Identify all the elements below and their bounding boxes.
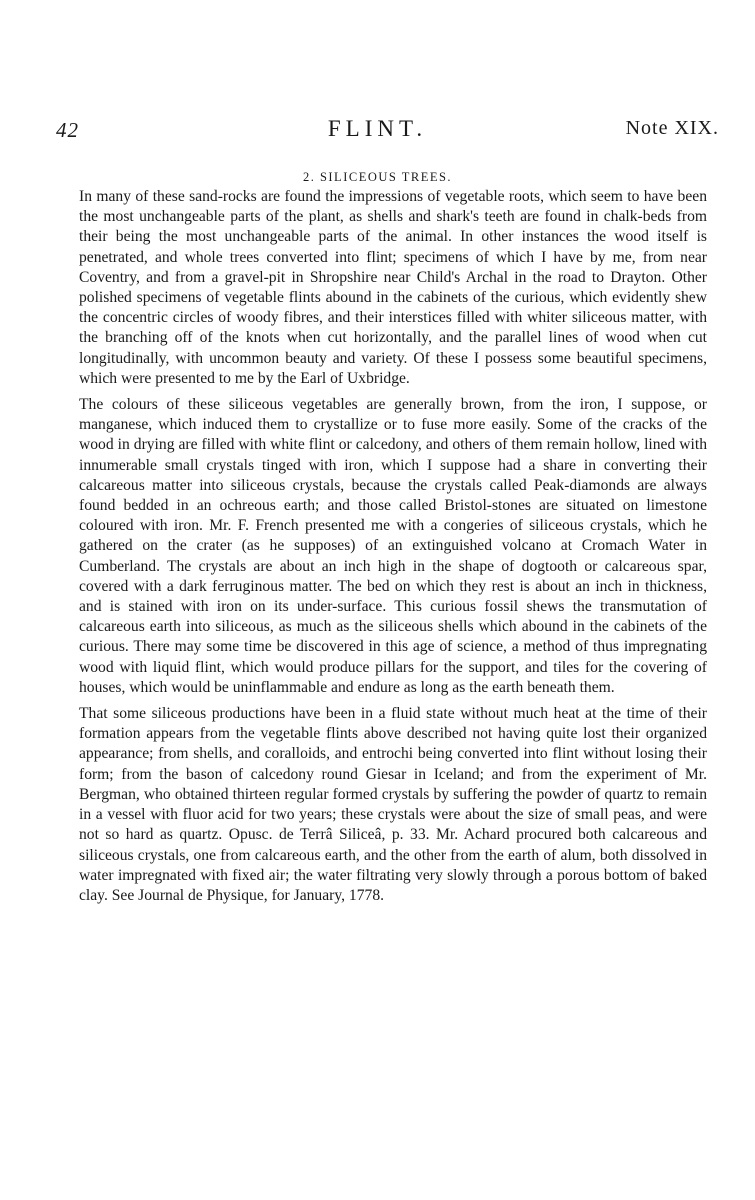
page-number: 42 [56, 118, 79, 142]
paragraph: In many of these sand-rocks are found the impressions of vegetable roots, which seem to have been the most unchangeable parts of the plant, as shells and shark's teeth are found in chalk-beds from their being the most unchangeable parts of the animal. In other instances the wood itself is penetrated, and whole trees converted into flint; specimens of which I have by me, from near Coventry, and from a gravel-pit in Shropshire near Child's Archal in the road to Drayton. Other polished specimens of vegetable flints abound in the cabinets of the curious, which evidently shew the concentric circles of woody fibres, and their interstices filled with whiter siliceous matter, with the branching off of the knots when cut horizontally, and the parallel lines of wood when cut longitudinally, with uncommon beauty and variety. Of these I possess some beautiful specimens, which were presented to me by the Earl of Uxbridge. [79, 188, 707, 387]
body-text [79, 187, 707, 912]
page-header [0, 116, 755, 146]
note-label: Note XIX. [625, 117, 719, 139]
paragraph: That some siliceous productions have been in a fluid state without much heat at the time of their formation appears from the vegetable flints above described not having quite lost their organized appearance; from shells, and coralloids, and entrochi being converted into flint without losing their form; from the bason of calcedony round Giesar in Iceland; and from the experiment of Mr. Bergman, who obtained thirteen regular formed crystals by suffering the powder of quartz to remain in a vessel with fluor acid for two years; these crystals were about the size of small peas, and were not so hard as quartz. Opusc. de Terrâ Siliceâ, p. 33. Mr. Achard procured both calcareous and siliceous crystals, one from calcareous earth, and the other from the earth of alum, both dissolved in water impregnated with fixed air; the water filtrating very slowly through a porous bottom of baked clay. See Journal de Physique, for January, 1778. [79, 705, 707, 904]
running-head: FLINT. [327, 116, 428, 141]
paragraph: The colours of these siliceous vegetables are generally brown, from the iron, I suppose, or manganese, which induced them to crystallize or to fuse more easily. Some of the cracks of the wood in drying are filled with white flint or calcedony, and others of them remain hollow, lined with innumerable small crystals tinged with iron, which I suppose had a share in converting their calcareous matter into siliceous crystals, because the crystals called Peak-diamonds are always found bedded in an ochreous earth; and those called Bristol-stones are situated on limestone coloured with iron. Mr. F. French presented me with a congeries of siliceous crystals, which he gathered on the crater (as he supposes) of an extinguished volcano at Cromach Water in Cumberland. The crystals are about an inch high in the shape of dogtooth or calcareous spar, covered with a dark ferruginous matter. The bed on which they rest is about an inch in thickness, and is stained with iron on its under-surface. This curious fossil shews the transmutation of calcareous earth into siliceous, as much as the siliceous shells which abound in the cabinets of the curious. There may some time be discovered in this age of science, a method of thus impregnating wood with liquid flint, which would produce pillars for the support, and tiles for the covering of houses, which would be uninflammable and endure as long as the earth beneath them. [79, 396, 707, 696]
section-heading: 2. SILICEOUS TREES. [302, 170, 453, 184]
